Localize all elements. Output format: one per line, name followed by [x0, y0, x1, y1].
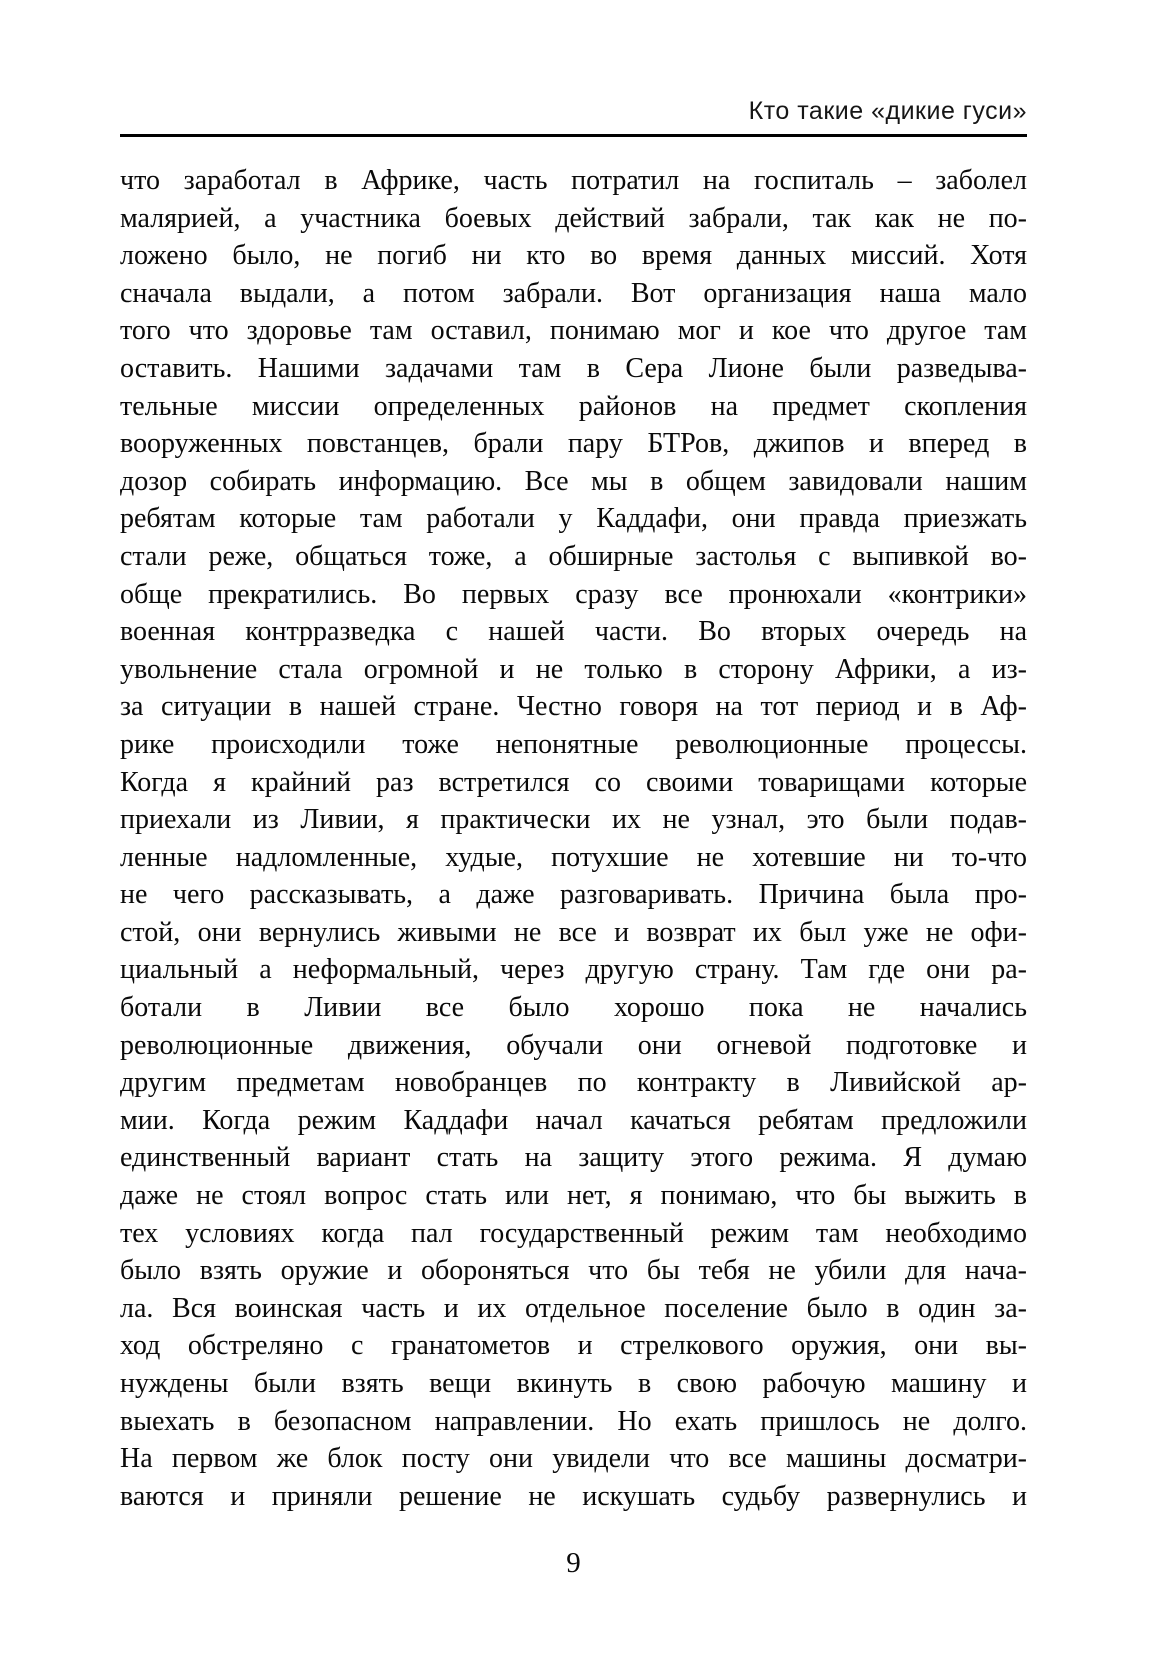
text-line: не чего рассказывать, а даже разговаривать. Причина была про-	[120, 879, 1027, 911]
text-line: тельные миссии определенных районов на предмет скопления	[120, 390, 1027, 422]
text-line: На первом же блок посту они увидели что все машины досматри-	[120, 1443, 1027, 1475]
text-line: ботали в Ливии все было хорошо пока не начались	[120, 992, 1027, 1024]
text-line: приехали из Ливии, я практически их не узнал, это были подав-	[120, 804, 1027, 836]
text-line: ход обстреляно с гранатометов и стрелкового оружия, они вы-	[120, 1330, 1027, 1362]
text-line: революционные движения, обучали они огневой подготовке и	[120, 1029, 1027, 1061]
text-line: Когда я крайний раз встретился со своими товарищами которые	[120, 766, 1027, 798]
text-line: дозор собирать информацию. Все мы в общем завидовали нашим	[120, 465, 1027, 497]
running-head: Кто такие «дикие гуси»	[748, 97, 1027, 125]
text-line: ложено было, не погиб ни кто во время данных миссий. Хотя	[120, 240, 1027, 272]
text-line: за ситуации в нашей стране. Честно говоря на тот период и в Аф-	[120, 691, 1027, 723]
text-line: увольнение стала огромной и не только в сторону Африки, а из-	[120, 653, 1027, 685]
text-line: выехать в безопасном направлении. Но ехать пришлось не долго.	[120, 1405, 1027, 1437]
text-line: сначала выдали, а потом забрали. Вот организация наша мало	[120, 277, 1027, 309]
text-line: оставить. Нашими задачами там в Сера Лионе были разведыва-	[120, 352, 1027, 384]
text-line: стой, они вернулись живыми не все и возврат их был уже не офи-	[120, 916, 1027, 948]
text-line: циальный а неформальный, через другую страну. Там где они ра-	[120, 954, 1027, 986]
body-text	[120, 162, 1027, 1515]
text-line: обще прекратились. Во первых сразу все пронюхали «контрики»	[120, 578, 1027, 610]
text-line: того что здоровье там оставил, понимаю мог и кое что другое там	[120, 315, 1027, 347]
text-line: ла. Вся воинская часть и их отдельное поселение было в один за-	[120, 1292, 1027, 1324]
text-line: ленные надломленные, худые, потухшие не хотевшие ни то-что	[120, 841, 1027, 873]
text-line: мии. Когда режим Каддафи начал качаться ребятам предложили	[120, 1104, 1027, 1136]
text-line: другим предметам новобранцев по контракту в Ливийской ар-	[120, 1067, 1027, 1099]
text-line: стали реже, общаться тоже, а обширные застолья с выпивкой во-	[120, 540, 1027, 572]
header-rule	[120, 134, 1027, 137]
text-line: рике происходили тоже непонятные революционные процессы.	[120, 728, 1027, 760]
text-line: вооруженных повстанцев, брали пару БТРов, джипов и вперед в	[120, 428, 1027, 460]
page-number: 9	[566, 1547, 581, 1579]
text-line: было взять оружие и обороняться что бы тебя не убили для нача-	[120, 1255, 1027, 1287]
text-line: тех условиях когда пал государственный режим там необходимо	[120, 1217, 1027, 1249]
text-line: ваются и приняли решение не искушать судьбу развернулись и	[120, 1480, 1027, 1512]
text-line: ребятам которые там работали у Каддафи, они правда приезжать	[120, 503, 1027, 535]
text-line: малярией, а участника боевых действий забрали, так как не по-	[120, 202, 1027, 234]
text-line: что заработал в Африке, часть потратил на госпиталь – заболел	[120, 165, 1027, 196]
text-line: военная контрразведка с нашей части. Во вторых очередь на	[120, 616, 1027, 648]
text-line: нуждены были взять вещи вкинуть в свою рабочую машину и	[120, 1368, 1027, 1399]
text-line: единственный вариант стать на защиту этого режима. Я думаю	[120, 1142, 1027, 1174]
text-line: даже не стоял вопрос стать или нет, я понимаю, что бы выжить в	[120, 1180, 1027, 1212]
